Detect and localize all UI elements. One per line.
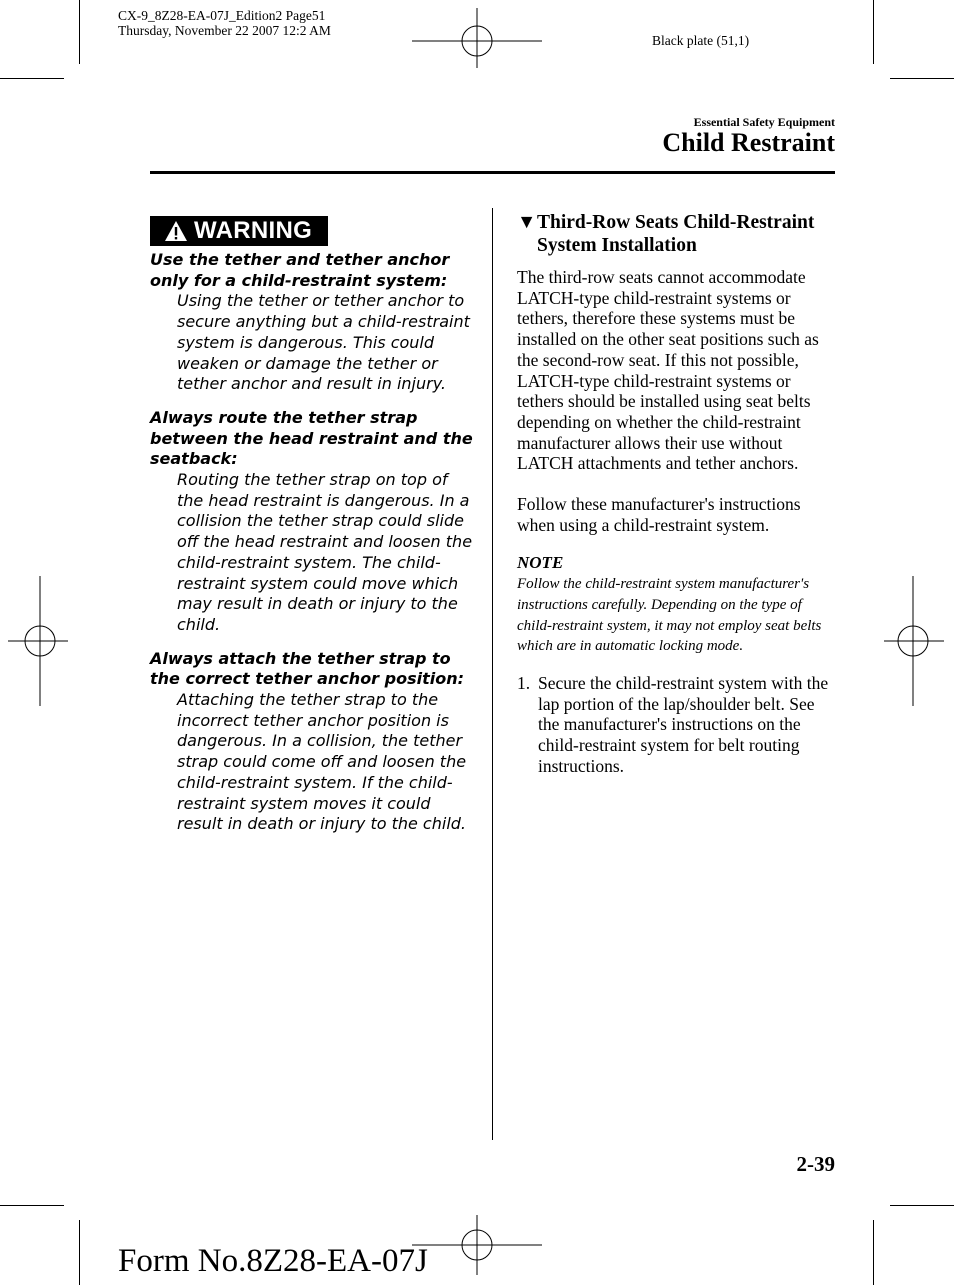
warning-body: Attaching the tether strap to the incorrect tether anchor position is dangerous. In a collision, the tether strap could come off and loosen the child-restraint system. If the child-restraint system moves it could result in death or injury to the child. [177, 690, 467, 834]
crop-mark [0, 1205, 64, 1206]
warning-body: Routing the tether strap on top of the head restraint is dangerous. In a collision the tether strap could slide off the head restraint and loosen the child-restraint system. The child-restraint system could move which may result in death or injury to the child. [177, 470, 473, 634]
list-number: 1. [517, 672, 531, 693]
column-divider [492, 208, 493, 1140]
crop-mark [79, 1220, 80, 1285]
crop-mark [873, 1220, 874, 1285]
registration-mark-icon [8, 576, 68, 706]
warning-block [150, 250, 475, 395]
triangle-down-icon: ▼ [517, 212, 537, 233]
section-heading-text: Third-Row Seats Child-Restraint System Installation [537, 212, 815, 256]
right-column [517, 212, 835, 776]
registration-mark-icon [412, 8, 542, 68]
slug-line-2: Thursday, November 22 2007 12:2 AM [118, 23, 331, 38]
warning-label: WARNING [194, 217, 313, 244]
warning-heading: Use the tether and tether anchor only for a child-restraint system: [150, 250, 450, 290]
page-title: Child Restraint [662, 128, 835, 157]
crop-mark [873, 0, 874, 64]
warning-body: Using the tether or tether anchor to secure anything but a child-restraint system is dangerous. This could weaken or damage the tether or tether anchor and result in injury. [177, 291, 470, 394]
paragraph: The third-row seats cannot accommodate LATCH-type child-restraint systems or tethers, therefore these systems must be installed on the other seat positions such as the second-row seat. If this not possible, LATCH-type child-restraint systems or tethers should be installed using seat belts depending on whether the child-restraint manufacturer allows their use without LATCH attachments and tether anchors. [517, 267, 819, 474]
slug-line-1: CX-9_8Z28-EA-07J_Edition2 Page51 [118, 8, 326, 23]
page-number: 2-39 [796, 1152, 835, 1176]
crop-mark [890, 1205, 954, 1206]
warning-block [150, 408, 475, 636]
section-label: Essential Safety Equipment [693, 115, 835, 129]
list-text: Secure the child-restraint system with the lap portion of the lap/shoulder belt. See the manufacturer's instructions on the child-restraint system for belt routing instructions. [538, 672, 829, 776]
registration-mark-icon [412, 1215, 542, 1275]
note-text: Follow the child-restraint system manufacturer's instructions carefully. Depending on the type of child-restraint system, it may not employ seat belts which are in automatic locking mode. [517, 576, 822, 655]
exclamation-triangle-icon [164, 220, 188, 242]
list-item [517, 673, 835, 777]
crop-mark [79, 0, 80, 64]
registration-mark-icon [884, 576, 944, 706]
paragraph: Follow these manufacturer's instructions when using a child-restraint system. [517, 494, 801, 535]
warning-block [150, 649, 475, 835]
note-title: NOTE [517, 553, 564, 573]
warning-text [150, 250, 475, 848]
form-number: Form No.8Z28-EA-07J [118, 1243, 428, 1279]
header-rule [150, 171, 835, 174]
section-heading [517, 212, 835, 257]
crop-mark [890, 78, 954, 79]
slug-info [118, 8, 331, 38]
crop-mark [0, 78, 64, 79]
warning-heading: Always route the tether strap between the head restraint and the seatback: [150, 407, 473, 469]
warning-badge [150, 216, 328, 246]
warning-heading: Always attach the tether strap to the correct tether anchor position: [150, 648, 465, 689]
plate-info: Black plate (51,1) [652, 33, 750, 48]
